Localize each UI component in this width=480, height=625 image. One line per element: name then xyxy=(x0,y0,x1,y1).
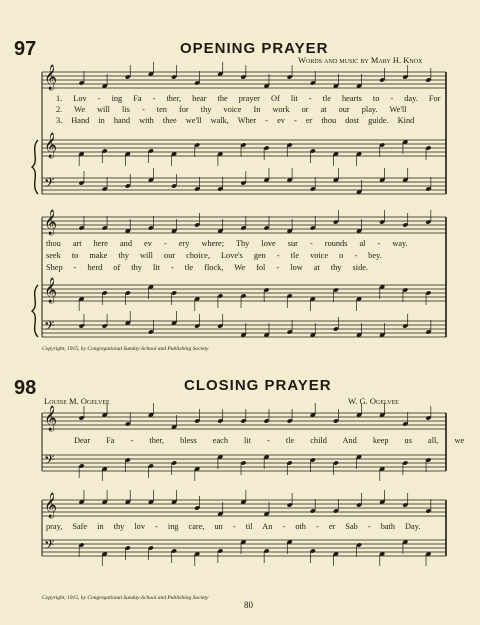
hymn-97-copyright: Copyright, 1915, by Congregational Sunday-School and Publishing Society xyxy=(42,346,209,352)
hymn-98-author-left: Louise M. Ogelvee xyxy=(44,396,110,406)
hymn98-treble-staff-2-clef: 𝄞 xyxy=(44,493,58,518)
hymn-97-verse-1-line-b: thou art here and ev - ery where; Thy love sur - rounds al - way. xyxy=(46,239,408,248)
hymn-97-verse-2-line-a: 2. We will lis - ten for thy voice In work or at our play. We'll xyxy=(56,105,407,114)
hymn97-treble-staff-clef: 𝄞 xyxy=(44,133,58,158)
hymn-98-lyrics-line-2: pray, Safe in thy lov - ing care, un - til An - oth - er Sab - bath Day. xyxy=(46,522,421,531)
hymn97-treble-staff-2-clef: 𝄞 xyxy=(44,278,58,303)
hymn-97-verse-3-line-b: Shep - herd of thy lit - tle flock, We fol - low at thy side. xyxy=(46,263,368,272)
hymn-98-copyright: Copyright, 1915, by Congregational Sunday-School and Publishing Society xyxy=(42,595,209,601)
hymn-97-number: 97 xyxy=(14,38,37,60)
hymn98-bass-staff-2-clef: 𝄢 xyxy=(44,537,55,556)
hymn-98-lyrics-line-1: Dear Fa - ther, bless each lit - tle child And keep us all, we xyxy=(74,436,465,445)
hymn-98-title: CLOSING PRAYER xyxy=(184,377,332,394)
hymn-97-verse-3-line-a: 3. Hand in hand with thee we'll walk, Wher - ev - er thou dost guide. Kind xyxy=(56,116,415,125)
hymn-97-credit: Words and music by Mary H. Knox xyxy=(298,55,423,65)
hymn-97-verse-2-line-b: seek to make thy will our choice, Love's gen - tle voice o - bey. xyxy=(46,251,382,260)
page-number: 80 xyxy=(244,600,253,610)
hymn97-melody-staff-clef: 𝄞 xyxy=(44,65,58,90)
hymn-98-number: 98 xyxy=(14,377,37,399)
hymn97-melody-staff-2-clef: 𝄞 xyxy=(44,210,58,235)
hymn-97-title: OPENING PRAYER xyxy=(180,40,329,57)
hymn97-bass-staff-2-clef: 𝄢 xyxy=(44,318,55,337)
hymn98-bass-staff-clef: 𝄢 xyxy=(44,452,55,471)
hymn-97-verse-1-line-a: 1. Lov - ing Fa - ther, hear the prayer Of lit - tle hearts to - day. For xyxy=(56,94,441,103)
brace xyxy=(32,285,38,337)
hymn97-bass-staff-clef: 𝄢 xyxy=(44,175,55,194)
hymn-98-author-right: W. G. Ogelvee xyxy=(348,396,399,406)
hymn98-treble-staff-clef: 𝄞 xyxy=(44,406,58,431)
brace xyxy=(32,140,38,194)
